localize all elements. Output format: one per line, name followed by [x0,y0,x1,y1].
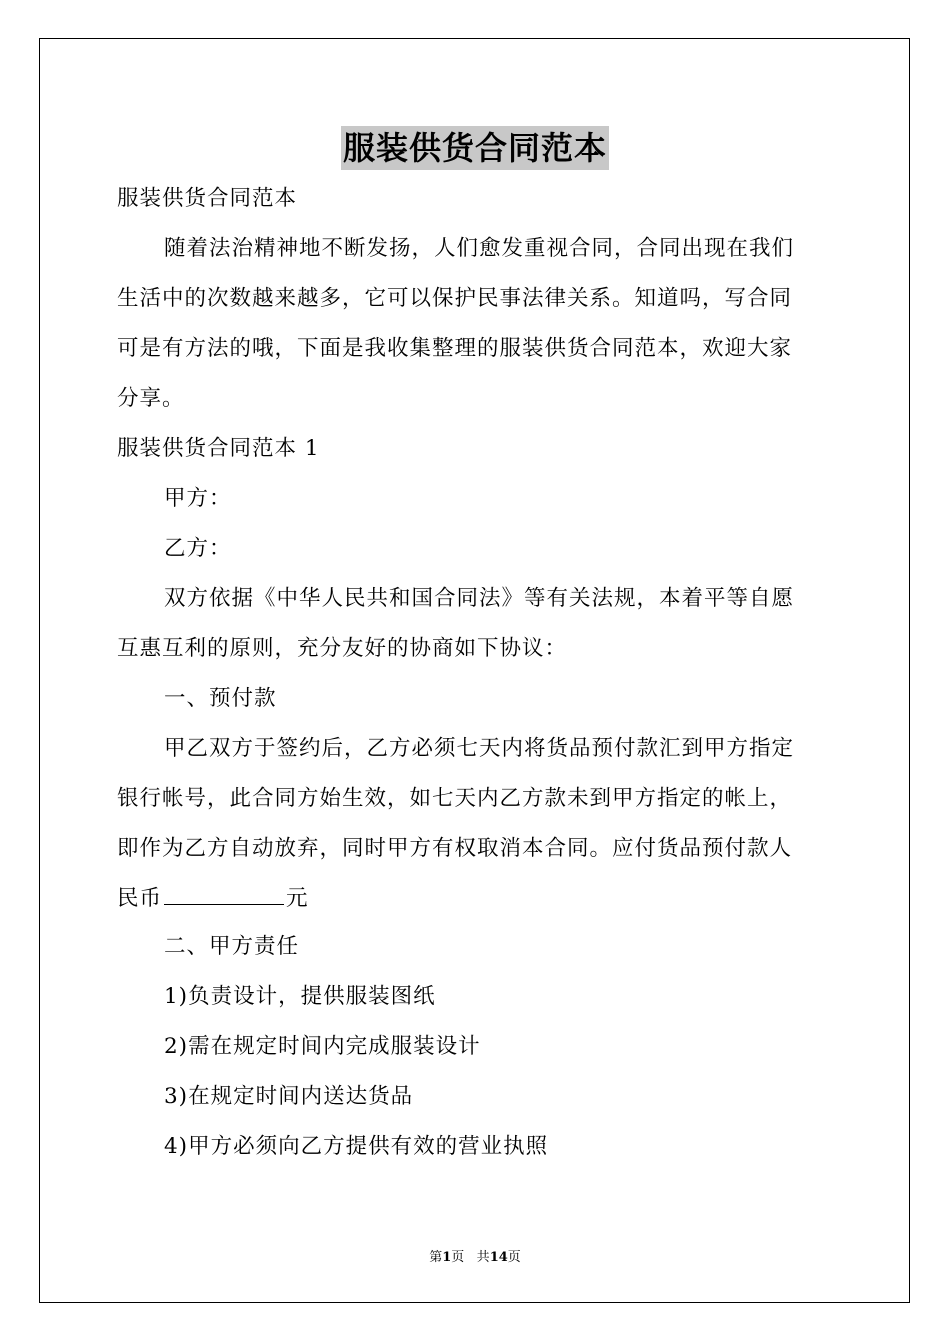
clause-1-line-1: 甲乙双方于签约后，乙方必须七天内将货品预付款汇到甲方指定 [164,736,795,761]
page-unit: 页 [451,1250,465,1265]
title-container [0,126,950,170]
intro-line-4: 分享。 [117,386,185,411]
total-prefix: 共 [476,1250,490,1265]
party-b-line: 乙方： [164,536,232,561]
clause-1-line-3: 即作为乙方自动放弃，同时甲方有权取消本合同。应付货品预付款人 [117,836,793,861]
clause-2-heading: 二、甲方责任 [164,934,300,959]
amount-prefix: 民币 [117,886,163,911]
party-a-line: 甲方： [164,486,232,511]
agreement-line-2: 互惠互利的原则，充分友好的协商如下协议： [117,636,568,661]
intro-line-1: 随着法治精神地不断发扬，人们愈发重视合同，合同出现在我们 [164,236,795,261]
clause-2-item-3: 3)在规定时间内送达货品 [164,1084,414,1109]
amount-suffix: 元 [286,886,309,911]
agreement-line-1: 双方依据《中华人民共和国合同法》等有关法规，本着平等自愿 [164,586,795,611]
subtitle-line: 服装供货合同范本 [117,186,298,211]
section-heading: 服装供货合同范本 1 [117,436,320,461]
page-footer [0,1246,950,1265]
page-border [39,38,910,1303]
total-pages: 14 [489,1250,508,1265]
intro-line-3: 可是有方法的哦，下面是我收集整理的服装供货合同范本，欢迎大家 [117,336,793,361]
clause-2-item-2: 2)需在规定时间内完成服装设计 [164,1034,481,1059]
clause-1-heading: 一、预付款 [164,686,277,711]
clause-2-item-1: 1)负责设计，提供服装图纸 [164,984,436,1009]
page-prefix: 第 [429,1250,443,1265]
amount-line [117,882,837,914]
clause-2-item-4: 4)甲方必须向乙方提供有效的营业执照 [164,1134,549,1159]
intro-line-2: 生活中的次数越来越多，它可以保护民事法律关系。知道吗，写合同 [117,286,793,311]
total-unit: 页 [507,1250,521,1265]
page-number: 1 [442,1250,452,1265]
amount-blank [164,882,284,905]
clause-1-line-2: 银行帐号，此合同方始生效，如七天内乙方款未到甲方指定的帐上， [117,786,793,811]
document-title: 服装供货合同范本 [341,126,609,170]
